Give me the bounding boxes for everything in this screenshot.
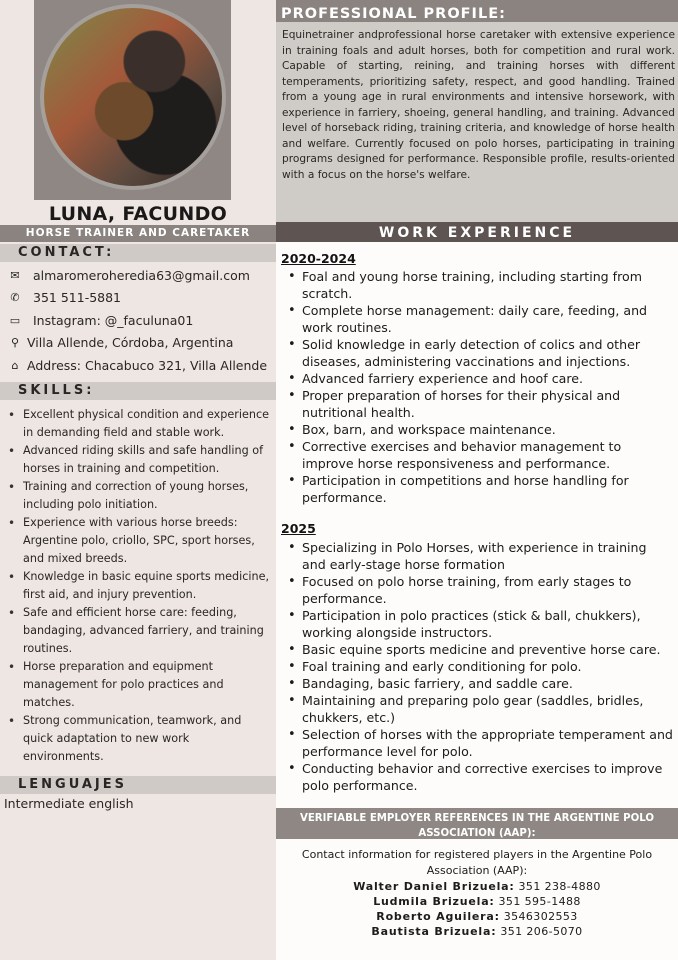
work-item: • Maintaining and preparing polo gear (saddles, bridles, chukkers, etc.) bbox=[276, 692, 678, 726]
skills-list bbox=[0, 406, 276, 766]
work-experience-heading: WORK EXPERIENCE bbox=[276, 222, 678, 242]
skill-item: • Horse preparation and equipment management for polo practices and matches. bbox=[0, 658, 276, 712]
work-item: • Basic equine sports medicine and preventive horse care. bbox=[276, 641, 678, 658]
work-item: • Bandaging, basic farriery, and saddle care. bbox=[276, 675, 678, 692]
contact-location bbox=[0, 332, 276, 355]
skill-item: • Experience with various horse breeds: Argentine polo, criollo, SPC, sport horses, and mixed breeds. bbox=[0, 514, 276, 568]
home-icon: ⌂ bbox=[11, 358, 19, 372]
profile-photo bbox=[40, 4, 226, 190]
contact-list bbox=[0, 264, 276, 377]
skills-heading: SKILLS: bbox=[0, 382, 276, 400]
references-intro: Contact information for registered players in the Argentine Polo Association (AAP): bbox=[301, 848, 653, 877]
work-item: • Corrective exercises and behavior management to improve horse responsiveness and performance. bbox=[276, 438, 678, 472]
reference-item bbox=[276, 924, 678, 939]
work-list-2025 bbox=[276, 539, 678, 794]
address-text: Address: Chacabuco 321, Villa Allende bbox=[27, 357, 268, 373]
work-item: • Conducting behavior and corrective exercises to improve polo performance. bbox=[276, 760, 678, 794]
references-body bbox=[276, 847, 678, 939]
reference-item bbox=[276, 894, 678, 909]
work-item: • Foal and young horse training, including starting from scratch. bbox=[276, 268, 678, 302]
references-heading: VERIFIABLE EMPLOYER REFERENCES IN THE ARGENTINE POLO ASSOCIATION (AAP): bbox=[276, 808, 678, 839]
period-label: 2020-2024 bbox=[281, 251, 356, 266]
job-title-bar: HORSE TRAINER AND CARETAKER bbox=[0, 225, 276, 242]
contact-email bbox=[0, 264, 276, 287]
reference-phone[interactable]: 351 206-5070 bbox=[500, 925, 583, 938]
reference-name: Roberto Aguilera: bbox=[376, 910, 500, 923]
reference-item bbox=[276, 879, 678, 894]
work-item: • Proper preparation of horses for their physical and nutritional health. bbox=[276, 387, 678, 421]
reference-item bbox=[276, 909, 678, 924]
skill-item: • Excellent physical condition and experience in demanding field and stable work. bbox=[0, 406, 276, 442]
reference-name: Ludmila Brizuela: bbox=[373, 895, 495, 908]
work-item: • Complete horse management: daily care, feeding, and work routines. bbox=[276, 302, 678, 336]
email-icon: ✉ bbox=[10, 268, 20, 282]
profile-heading: PROFESSIONAL PROFILE: bbox=[276, 0, 678, 22]
skill-item: • Knowledge in basic equine sports medicine, first aid, and injury prevention. bbox=[0, 568, 276, 604]
work-item: • Foal training and early conditioning for polo. bbox=[276, 658, 678, 675]
contact-address bbox=[0, 354, 276, 377]
email-text[interactable]: almaromeroheredia63@gmail.com bbox=[33, 267, 250, 283]
reference-phone[interactable]: 351 238-4880 bbox=[518, 880, 601, 893]
language-item: Intermediate english bbox=[4, 796, 134, 811]
work-item: • Box, barn, and workspace maintenance. bbox=[276, 421, 678, 438]
work-item: • Focused on polo horse training, from early stages to performance. bbox=[276, 573, 678, 607]
work-item: • Solid knowledge in early detection of colics and other diseases, administering vaccinations and injections. bbox=[276, 336, 678, 370]
location-text: Villa Allende, Córdoba, Argentina bbox=[27, 335, 234, 351]
work-item: • Specializing in Polo Horses, with experience in training and early-stage horse formation bbox=[276, 539, 678, 573]
skill-item: • Strong communication, teamwork, and quick adaptation to new work environments. bbox=[0, 712, 276, 766]
location-pin-icon: ⚲ bbox=[10, 336, 20, 350]
reference-phone[interactable]: 351 595-1488 bbox=[498, 895, 581, 908]
skill-item: • Safe and efficient horse care: feeding, bandaging, advanced farriery, and training routines. bbox=[0, 604, 276, 658]
reference-name: Bautista Brizuela: bbox=[371, 925, 497, 938]
work-item: • Participation in competitions and horse handling for performance. bbox=[276, 472, 678, 506]
laptop-icon: ▭ bbox=[9, 313, 21, 327]
work-item: • Selection of horses with the appropriate temperament and performance level for polo. bbox=[276, 726, 678, 760]
contact-heading: CONTACT: bbox=[0, 244, 276, 262]
reference-name: Walter Daniel Brizuela: bbox=[353, 880, 515, 893]
phone-icon: ✆ bbox=[10, 291, 20, 305]
contact-phone bbox=[0, 287, 276, 310]
period-label: 2025 bbox=[281, 521, 316, 536]
work-item: • Participation in polo practices (stick & ball, chukkers), working alongside instructors. bbox=[276, 607, 678, 641]
reference-phone[interactable]: 3546302553 bbox=[503, 910, 578, 923]
profile-summary: Equinetrainer andprofessional horse caretaker with extensive experience in training foals and adult horses, both for competition and rural work. Capable of starting, reining, and training horses with different temperaments, prioritizing safety, respect, and good handling. Trained from a young age in rural environments and intensive horsework, with experience in farriery, shoeing, general handling, and training. Advanced level of horseback riding, training criteria, and knowledge of horse health and welfare. Currently focused on polo horses, participating in training programs designed for performance. Responsible profile, results-oriented with a focus on the horse's welfare. bbox=[276, 22, 678, 222]
work-list-2020-2024 bbox=[276, 268, 678, 506]
work-item: • Advanced farriery experience and hoof care. bbox=[276, 370, 678, 387]
candidate-name: LUNA, FACUNDO bbox=[48, 203, 228, 225]
skill-item: • Advanced riding skills and safe handling of horses in training and competition. bbox=[0, 442, 276, 478]
instagram-text[interactable]: Instagram: @_faculuna01 bbox=[33, 312, 194, 328]
phone-text[interactable]: 351 511-5881 bbox=[33, 290, 122, 306]
languages-heading: LENGUAJES bbox=[0, 776, 276, 794]
contact-instagram bbox=[0, 309, 276, 332]
skill-item: • Training and correction of young horses, including polo initiation. bbox=[0, 478, 276, 514]
